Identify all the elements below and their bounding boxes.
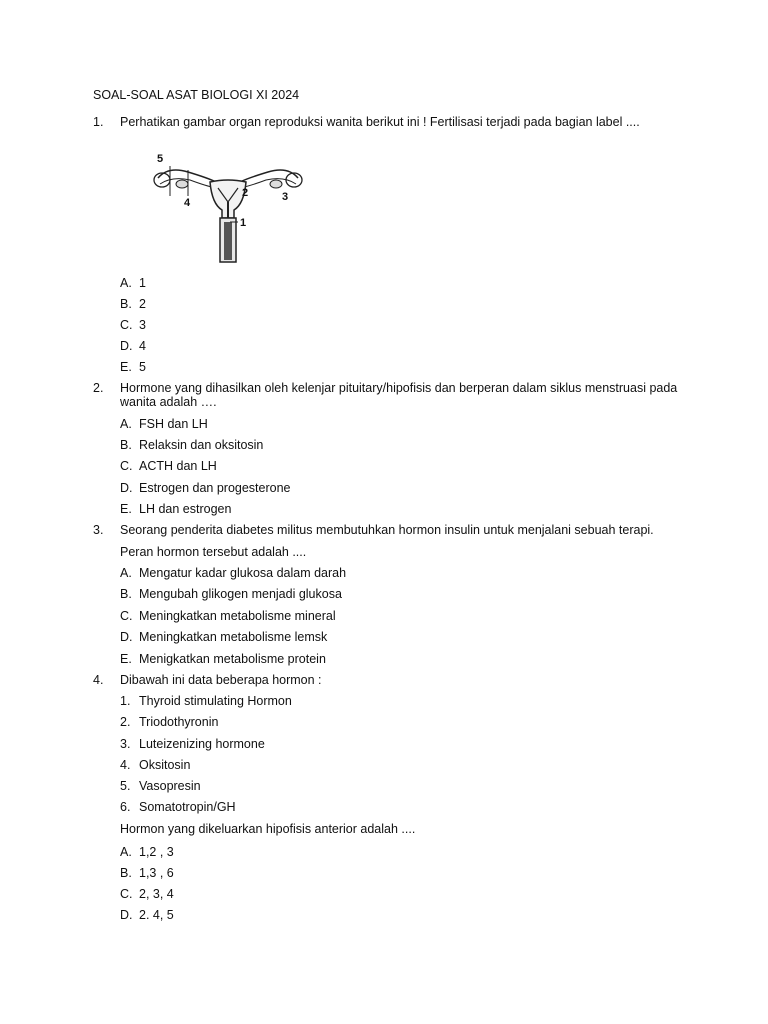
page-title: SOAL-SOAL ASAT BIOLOGI XI 2024 <box>93 88 300 102</box>
option-c: C. Meningkatkan metabolisme mineral <box>120 609 336 623</box>
option-e: E. Menigkatkan metabolisme protein <box>120 652 326 666</box>
question-text: Perhatikan gambar organ reproduksi wanita berikut ini ! Fertilisasi terjadi pada bagian label .... <box>120 115 640 129</box>
figure-label-3: 3 <box>282 191 289 203</box>
question-text: Seorang penderita diabetes militus membutuhkan hormon insulin untuk menjalani sebuah terapi. <box>120 523 654 537</box>
figure-label-1: 1 <box>240 217 247 229</box>
question-subtext: Hormon yang dikeluarkan hipofisis anterior adalah .... <box>120 822 416 836</box>
hormone-item-4: 4. Oksitosin <box>120 758 191 772</box>
option-e: E. LH dan estrogen <box>120 502 232 516</box>
option-b: B. Mengubah glikogen menjadi glukosa <box>120 587 342 601</box>
uterus-diagram <box>148 148 308 264</box>
figure-label-4: 4 <box>184 197 191 209</box>
figure-label-2: 2 <box>242 187 249 199</box>
hormone-item-5: 5. Vasopresin <box>120 779 201 793</box>
question-text: Hormone yang dihasilkan oleh kelenjar pituitary/hipofisis dan berperan dalam siklus menstruasi pada wanita adalah …. <box>120 381 678 409</box>
option-b: B. Relaksin dan oksitosin <box>120 438 264 452</box>
option-a: A. FSH dan LH <box>120 417 208 431</box>
figure-label-5: 5 <box>157 153 164 165</box>
option-a: A. 1,2 , 3 <box>120 845 174 859</box>
question-text: Dibawah ini data beberapa hormon : <box>120 673 322 687</box>
option-e: E. 5 <box>120 360 146 374</box>
option-c: C. 3 <box>120 318 146 332</box>
option-c: C. 2, 3, 4 <box>120 887 174 901</box>
question-number: 4. <box>93 673 104 687</box>
hormone-item-1: 1. Thyroid stimulating Hormon <box>120 694 292 708</box>
question-subtext: Peran hormon tersebut adalah .... <box>120 545 307 559</box>
option-b: B. 1,3 , 6 <box>120 866 174 880</box>
option-d: D. 2. 4, 5 <box>120 908 174 922</box>
option-d: D. Meningkatkan metabolisme lemsk <box>120 630 328 644</box>
question-number: 2. <box>93 381 104 395</box>
option-b: B. 2 <box>120 297 146 311</box>
option-c: C. ACTH dan LH <box>120 459 217 473</box>
option-a: A. 1 <box>120 276 146 290</box>
option-d: D. Estrogen dan progesterone <box>120 481 291 495</box>
hormone-item-6: 6. Somatotropin/GH <box>120 800 236 814</box>
option-a: A. Mengatur kadar glukosa dalam darah <box>120 566 347 580</box>
question-number: 3. <box>93 523 104 537</box>
hormone-item-3: 3. Luteizenizing hormone <box>120 737 265 751</box>
question-number: 1. <box>93 115 104 129</box>
hormone-item-2: 2. Triodothyronin <box>120 715 219 729</box>
reproductive-organ-figure <box>148 148 308 264</box>
option-d: D. 4 <box>120 339 146 353</box>
